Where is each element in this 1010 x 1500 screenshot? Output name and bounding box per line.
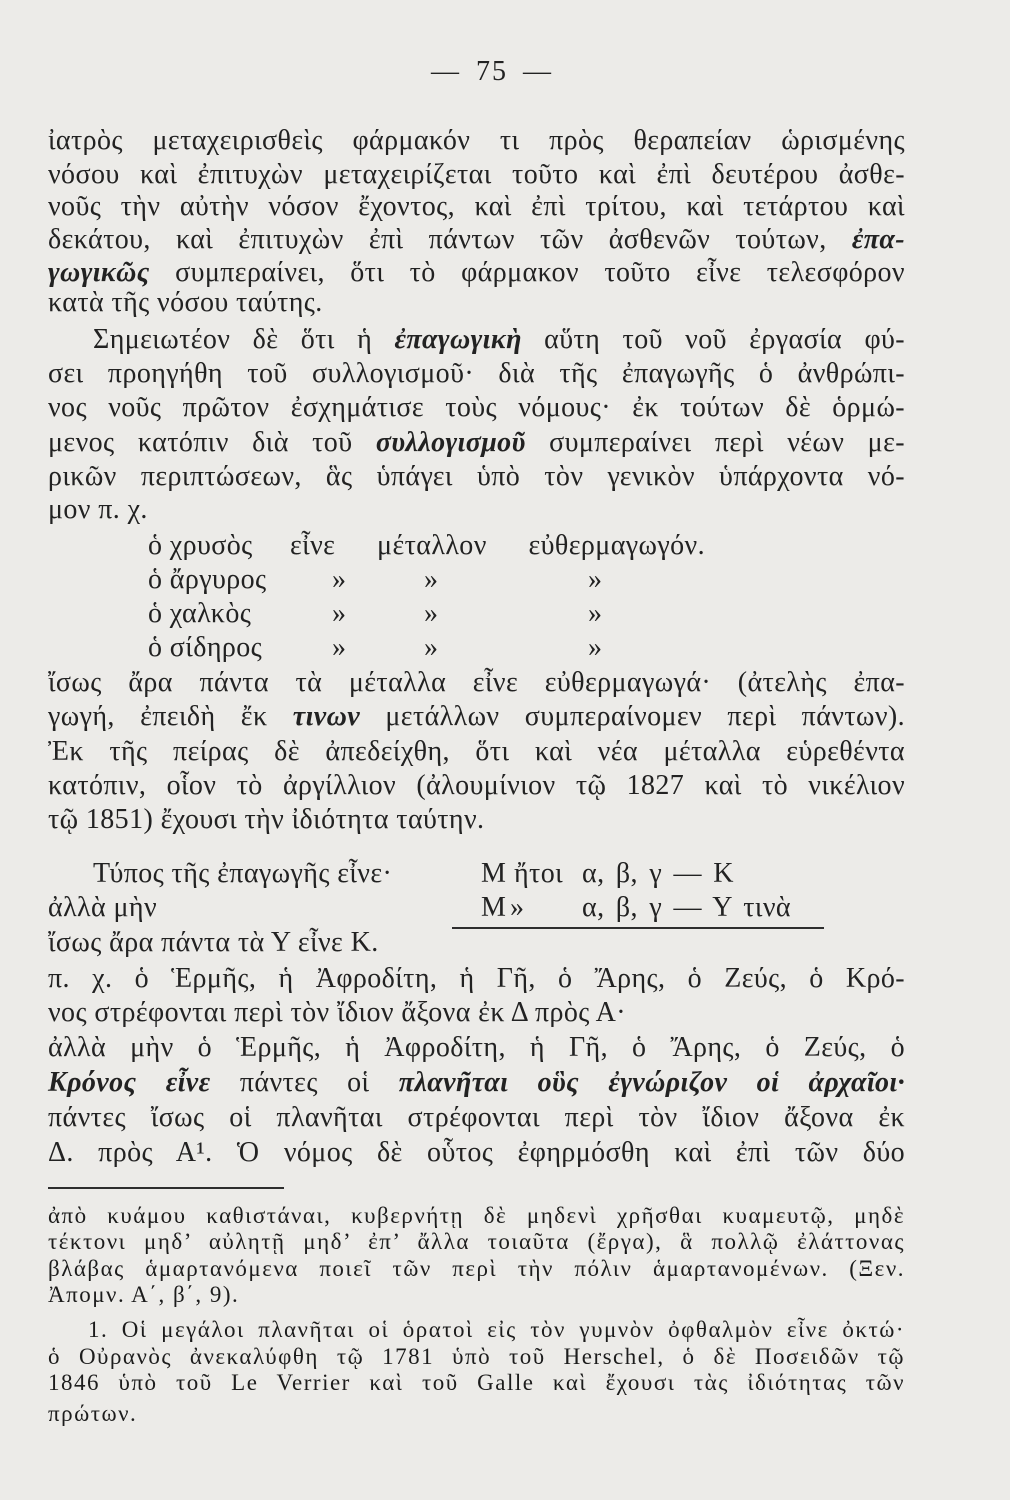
text-line <box>48 426 905 460</box>
text-segment: μενος κατόπιν διὰ τοῦ <box>48 427 376 458</box>
emphasized-term: Κρόνος εἶνε <box>48 1067 211 1098</box>
text-line: ρικῶν περιπτώσεων, ἃς ὑπάγει ὑπὸ τὸν γενικὸν ὑπάρχοντα νό- <box>48 461 905 492</box>
ditto-mark: » <box>424 564 439 595</box>
emphasized-term: ἐπαγωγικὴ <box>394 324 522 355</box>
text-segment: δεκάτου, καὶ ἐπιτυχὼν ἐπὶ πάντων τῶν ἀσθενῶν τούτων, <box>48 224 852 255</box>
text-line: π. χ. ὁ Ἑρμῆς, ἡ Ἀφροδίτη, ἡ Γῆ, ὁ Ἄρης, ὁ Ζεύς, ὁ Κρό- <box>48 963 905 994</box>
text-segment: αὕτη τοῦ νοῦ ἐργασία φύ- <box>521 324 905 355</box>
ditto-mark: » <box>588 598 603 629</box>
ditto-mark: » <box>332 564 347 595</box>
example-predicate: εἶνε μέταλλον εὐθερμαγωγόν. <box>290 530 705 561</box>
footnote-separator <box>48 1187 284 1189</box>
footnote-line: βλάβας ἁμαρτανόμενα ποιεῖ τῶν περὶ τὴν πόλιν ἁμαρτανομένων. (Ξεν. <box>48 1256 905 1281</box>
formula-minor-label: ἀλλὰ μὴν <box>48 892 158 923</box>
text-line: νος στρέφονται περὶ τὸν ἴδιον ἄξονα ἐκ Δ πρὸς Α· <box>48 997 626 1028</box>
text-line: νος νοῦς πρῶτον ἐσχημάτισε τοὺς νόμους· ἐκ τούτων δὲ ὁρμώ- <box>48 392 905 423</box>
text-line <box>48 256 905 290</box>
example-subject: ὁ χρυσὸς <box>148 530 253 561</box>
text-line <box>48 223 905 257</box>
text-line <box>48 700 905 734</box>
text-line: πάντες ἴσως οἱ πλανῆται στρέφονται περὶ τὸν ἴδιον ἄξονα ἐκ <box>48 1102 905 1133</box>
text-line: ἰατρὸς μεταχειρισθεὶς φάρμακόν τι πρὸς θεραπείαν ὡρισμένης <box>48 125 905 156</box>
emphasized-term: ἐπα- <box>851 224 905 255</box>
emphasized-term: τινων <box>292 701 361 732</box>
formula-minor-term: Μ <box>481 892 507 923</box>
text-line: νόσου καὶ ἐπιτυχὼν μεταχειρίζεται τοῦτο καὶ ἐπὶ δευτέρου ἀσθε- <box>48 159 905 190</box>
footnote-line: ἀπὸ κυάμου καθιστάναι, κυβερνήτῃ δὲ μηδενὶ χρῆσθαι κυαμευτῷ, μηδὲ <box>48 1203 905 1228</box>
ditto-mark: » <box>588 564 603 595</box>
ditto-mark: » <box>332 598 347 629</box>
text-line: κατὰ τῆς νόσου ταύτης. <box>48 287 323 318</box>
text-line: ἀλλὰ μὴν ὁ Ἑρμῆς, ἡ Ἀφροδίτη, ἡ Γῆ, ὁ Ἄρης, ὁ Ζεύς, ὁ <box>48 1032 905 1063</box>
ditto-mark: » <box>588 632 603 663</box>
page-number: — 75 — <box>431 56 553 87</box>
footnote-line: 1846 ὑπὸ τοῦ Le Verrier καὶ τοῦ Galle καὶ ἔχουσι τὰς ἰδιότητας τῶν <box>48 1370 905 1395</box>
text-line: σει προηγήθη τοῦ συλλογισμοῦ· διὰ τῆς ἐπαγωγῆς ὁ ἀνθρώπι- <box>48 358 905 389</box>
footnote-line: 1. Οἱ μεγάλοι πλανῆται οἱ ὁρατοὶ εἰς τὸν γυμνὸν ὀφθαλμὸν εἶνε ὀκτώ· <box>88 1317 905 1342</box>
ditto-mark: » <box>424 598 439 629</box>
emphasized-term: συλλογισμοῦ <box>375 427 526 458</box>
formula-minor-rest: α, β, γ — Υ τινὰ <box>582 892 791 923</box>
ditto-mark: » <box>332 632 347 663</box>
text-segment: συμπεραίνει περὶ νέων με- <box>525 427 905 458</box>
formula-label: Τύπος τῆς ἐπαγωγῆς εἶνε· <box>93 858 393 889</box>
formula-major-rest: α, β, γ — Κ <box>582 858 734 889</box>
text-line: ἴσως ἄρα πάντα τὰ μέταλλα εἶνε εὐθερμαγωγά· (ἀτελὴς ἐπα- <box>48 667 905 698</box>
footnote-line: Ἀπομν. Α΄, β΄, 9). <box>48 1282 240 1307</box>
text-segment: Σημειωτέον δὲ ὅτι ἡ <box>93 324 395 355</box>
text-segment: συμπεραίνει, ὅτι τὸ φάρμακον τοῦτο εἶνε τελεσφόρον <box>149 257 905 288</box>
formula-major-term: Μ <box>481 858 507 889</box>
text-line: Ἐκ τῆς πείρας δὲ ἀπεδείχθη, ὅτι καὶ νέα μέταλλα εὑρεθέντα <box>48 736 905 767</box>
formula-conclusion: ἴσως ἄρα πάντα τὰ Υ εἶνε Κ. <box>48 927 379 958</box>
text-line: τῷ 1851) ἔχουσι τὴν ἰδιότητα ταύτην. <box>48 804 485 835</box>
text-segment: μετάλλων συμπεραίνομεν περὶ πάντων). <box>360 701 906 732</box>
text-line: Δ. πρὸς Α¹. Ὁ νόμος δὲ οὗτος ἐφηρμόσθη καὶ ἐπὶ τῶν δύο <box>48 1137 905 1168</box>
text-segment: πάντες οἱ <box>210 1067 399 1098</box>
text-line: νοῦς τὴν αὐτὴν νόσον ἔχοντος, καὶ ἐπὶ τρίτου, καὶ τετάρτου καὶ <box>48 191 905 222</box>
example-subject: ὁ ἄργυρος <box>148 564 267 595</box>
text-segment: γωγή, ἐπειδὴ ἔκ <box>48 701 293 732</box>
footnote-line: ὁ Οὐρανὸς ἀνεκαλύφθη τῷ 1781 ὑπὸ τοῦ Herschel, ὁ δὲ Ποσειδῶν τῷ <box>48 1344 905 1369</box>
text-line <box>48 1066 905 1100</box>
footnote-line: πρώτων. <box>48 1401 138 1426</box>
formula-major-link: ἤτοι <box>514 858 564 889</box>
example-subject: ὁ σίδηρος <box>148 632 263 663</box>
formula-minor-link: » <box>510 892 525 923</box>
emphasized-term: πλανῆται οὓς ἐγνώριζον οἱ ἀρχαῖοι· <box>398 1067 905 1098</box>
example-subject: ὁ χαλκὸς <box>148 598 252 629</box>
text-line <box>93 323 905 357</box>
text-line: μον π. χ. <box>48 494 148 525</box>
emphasized-term: γωγικῶς <box>48 257 150 288</box>
ditto-mark: » <box>424 632 439 663</box>
text-line: κατόπιν, οἷον τὸ ἀργίλλιον (ἀλουμίνιον τῷ 1827 καὶ τὸ νικέλιον <box>48 770 905 801</box>
footnote-line: τέκτονι μηδ’ αὐλητῇ μηδ’ ἐπ’ ἄλλα τοιαῦτα (ἔργα), ἃ πολλῷ ἐλάττονας <box>48 1229 905 1254</box>
